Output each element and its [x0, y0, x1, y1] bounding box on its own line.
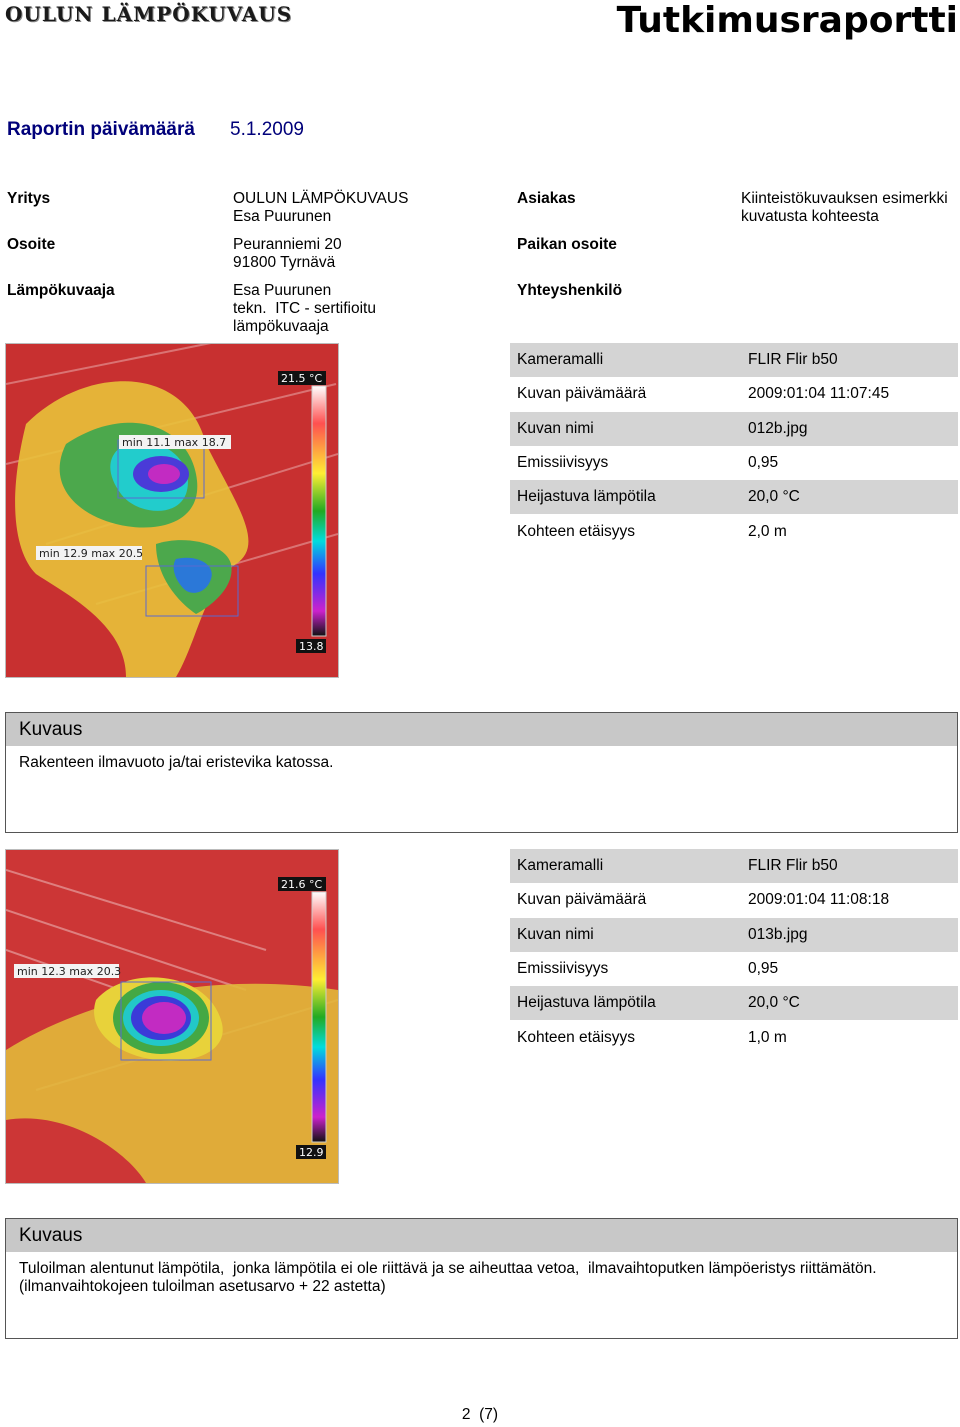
meta-row [510, 849, 958, 883]
address-city: 91800 Tyrnävä [233, 254, 336, 271]
report-date-label: Raportin päivämäärä [7, 119, 195, 140]
meta-row [510, 446, 958, 480]
description-title: Kuvaus [6, 1219, 957, 1252]
meta-label: Kuvan päivämäärä [517, 385, 647, 403]
meta-value: 013b.jpg [748, 925, 808, 943]
meta-label: Kohteen etäisyys [517, 522, 636, 540]
client-line-2: kuvatusta kohteesta [741, 208, 879, 225]
description-title: Kuvaus [6, 713, 957, 746]
client-value [741, 190, 948, 226]
meta-row [510, 412, 958, 446]
photographer-title-cont: lämpökuvaaja [233, 318, 329, 335]
meta-value: 0,95 [748, 454, 779, 472]
meta-row [510, 883, 958, 917]
meta-label: Kohteen etäisyys [517, 1028, 636, 1046]
scale-max-label-1: 21.5 °C [281, 372, 323, 385]
photographer-name: Esa Puurunen [233, 282, 332, 299]
report-date-value: 5.1.2009 [230, 119, 304, 140]
image-1-meta-table [510, 343, 958, 549]
meta-row [510, 952, 958, 986]
page-number: 2 (7) [461, 1406, 499, 1423]
box-label-1b: min 12.9 max 20.5 [39, 547, 144, 560]
description-text [6, 1252, 957, 1304]
meta-row [510, 343, 958, 377]
thermal-picture-1 [6, 344, 338, 677]
address-value [233, 236, 342, 272]
meta-label: Kameramalli [517, 351, 604, 369]
meta-value: 012b.jpg [748, 419, 808, 437]
meta-label: Kuvan päivämäärä [517, 891, 647, 909]
meta-value: FLIR Flir b50 [748, 351, 838, 369]
scale-min-label-1: 13.8 [299, 640, 324, 653]
site-label: Paikan osoite [517, 236, 617, 253]
thermal-image-1 [5, 343, 339, 678]
meta-value: 1,0 m [748, 1028, 787, 1046]
meta-value: 2009:01:04 11:07:45 [748, 385, 890, 403]
meta-value: 2009:01:04 11:08:18 [748, 891, 890, 909]
company-person: Esa Puurunen [233, 208, 332, 225]
scale-max-label-2: 21.6 °C [281, 878, 323, 891]
meta-row [510, 1020, 958, 1054]
photographer-value [233, 282, 376, 336]
meta-value: FLIR Flir b50 [748, 857, 838, 875]
company-logo: OULUN LÄMPÖKUVAUS [5, 2, 293, 26]
company-label: Yritys [7, 190, 51, 207]
meta-label: Kameramalli [517, 857, 604, 875]
description-line: Rakenteen ilmavuoto ja/tai eristevika katossa. [19, 754, 334, 771]
photographer-label: Lämpökuvaaja [7, 282, 115, 299]
meta-value: 20,0 °C [748, 488, 800, 506]
meta-label: Emissiivisyys [517, 960, 609, 978]
client-label: Asiakas [517, 190, 576, 207]
meta-label: Heijastuva lämpötila [517, 488, 656, 506]
meta-label: Emissiivisyys [517, 454, 609, 472]
meta-row [510, 986, 958, 1020]
meta-label: Heijastuva lämpötila [517, 994, 656, 1012]
thermal-picture-2 [6, 850, 338, 1183]
address-label: Osoite [7, 236, 56, 253]
meta-row [510, 918, 958, 952]
photographer-title: tekn. ITC - sertifioitu [233, 300, 376, 317]
meta-value: 0,95 [748, 960, 779, 978]
meta-value: 20,0 °C [748, 994, 800, 1012]
meta-row [510, 480, 958, 514]
box-label-2a: min 12.3 max 20.3 [17, 965, 122, 978]
description-box-1 [5, 712, 958, 833]
description-text [6, 746, 957, 780]
image-2-meta-table [510, 849, 958, 1055]
description-line: (ilmanvaihtokojeen tuloilman asetusarvo + 22 astetta) [19, 1278, 386, 1295]
page-title: Tutkimusraportti [616, 0, 958, 41]
contact-label: Yhteyshenkilö [517, 282, 623, 299]
description-box-2 [5, 1218, 958, 1339]
meta-value: 2,0 m [748, 522, 787, 540]
client-line-1: Kiinteistökuvauksen esimerkki [741, 190, 948, 207]
meta-row [510, 514, 958, 548]
address-street: Peuranniemi 20 [233, 236, 342, 253]
description-line: Tuloilman alentunut lämpötila, jonka lämpötila ei ole riittävä ja se aiheuttaa vetoa, ilmavaihtoputken lämpöeristys riittämätön. [19, 1260, 877, 1277]
thermal-image-2 [5, 849, 339, 1184]
company-value [233, 190, 408, 226]
box-label-1a: min 11.1 max 18.7 [122, 436, 227, 449]
meta-row [510, 377, 958, 411]
meta-label: Kuvan nimi [517, 419, 594, 437]
company-name: OULUN LÄMPÖKUVAUS [233, 190, 409, 207]
meta-label: Kuvan nimi [517, 925, 594, 943]
scale-min-label-2: 12.9 [299, 1146, 324, 1159]
